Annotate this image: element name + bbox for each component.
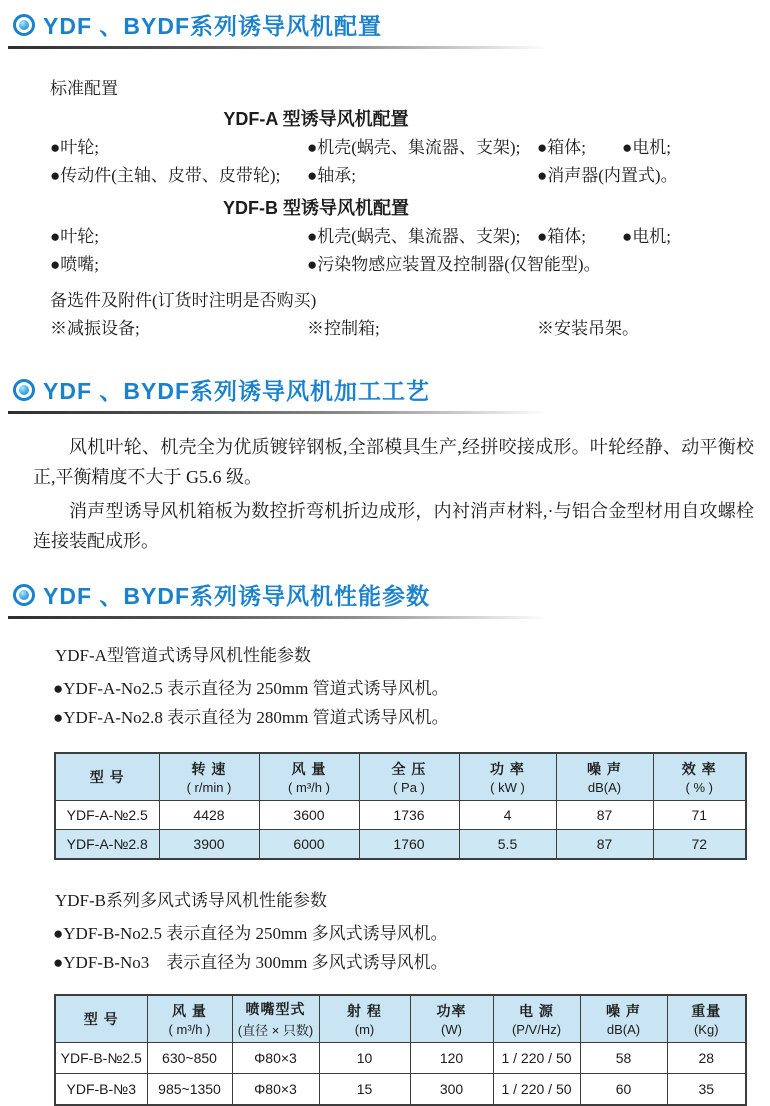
config-item: ●轴承; bbox=[307, 166, 356, 185]
config-item: ●消声器(内置式)。 bbox=[537, 166, 678, 185]
header-line1: 型 号 bbox=[83, 1011, 119, 1027]
header-line1: 电 源 bbox=[519, 1003, 554, 1019]
note-item: ●YDF-A-No2.8 表示直径为 280mm 管道式诱导风机。 bbox=[53, 708, 449, 727]
header-line1: 噪 声 bbox=[587, 761, 622, 777]
note-item: ●YDF-B-No3 表示直径为 300mm 多风式诱导风机。 bbox=[53, 953, 448, 972]
cell-power: 120 bbox=[410, 1043, 493, 1074]
optional-parts-label: 备选件及附件(订货时注明是否购买) bbox=[50, 291, 317, 310]
header-cell-noise bbox=[580, 995, 667, 1043]
note-item: ●YDF-A-No2.5 表示直径为 250mm 管道式诱导风机。 bbox=[53, 679, 449, 698]
header-line2: (m) bbox=[354, 1022, 375, 1037]
series-b-notes bbox=[0, 919, 770, 977]
cell-supply: 1 / 220 / 50 bbox=[493, 1074, 580, 1106]
bullseye-icon bbox=[13, 584, 35, 606]
header-line2: (直径 × 只数) bbox=[237, 1023, 314, 1038]
bullseye-icon-dot bbox=[19, 20, 29, 30]
note-item: ●YDF-B-No2.5 表示直径为 250mm 多风式诱导风机。 bbox=[53, 924, 448, 943]
config-row bbox=[50, 134, 770, 162]
cell-efficiency: 71 bbox=[653, 801, 746, 830]
process-paragraph-1: 风机叶轮、机壳全为优质镀锌钢板,全部模具生产,经拼咬接成形。叶轮经静、动平衡校正,平衡精度不大于 G5.6 级。 bbox=[33, 437, 754, 487]
cell-power: 4 bbox=[459, 801, 556, 830]
header-line1: 功 率 bbox=[490, 761, 525, 777]
config-item: ●叶轮; bbox=[50, 138, 99, 157]
header-line1: 全 压 bbox=[391, 761, 427, 777]
cell-power: 300 bbox=[410, 1074, 493, 1106]
header-line2: ( Pa ) bbox=[393, 780, 425, 795]
cell-noise: 58 bbox=[580, 1043, 667, 1074]
header-line1: 重量 bbox=[691, 1003, 722, 1019]
cell-model: YDF-A-№2.8 bbox=[55, 830, 159, 860]
header-line2: (W) bbox=[441, 1022, 462, 1037]
title-underline bbox=[8, 46, 608, 49]
optional-item: ※控制箱; bbox=[307, 319, 380, 338]
header-cell-pressure bbox=[359, 753, 459, 801]
series-a-notes bbox=[0, 674, 770, 732]
process-paragraph-2: 消声型诱导风机箱板为数控折弯机折边成形，内衬消声材料,·与铝合金型材用自攻螺栓连接装配成形。 bbox=[33, 501, 754, 551]
table-row bbox=[55, 1074, 746, 1106]
table-header-row bbox=[55, 995, 746, 1043]
section-title-text: YDF 、BYDF系列诱导风机性能参数 bbox=[43, 583, 430, 609]
cell-noise: 87 bbox=[556, 830, 653, 860]
cell-range: 15 bbox=[319, 1074, 410, 1106]
header-line2: (P/V/Hz) bbox=[511, 1022, 562, 1037]
config-item: ●电机; bbox=[622, 227, 671, 246]
table-header-row bbox=[55, 753, 746, 801]
cell-weight: 28 bbox=[667, 1043, 746, 1074]
header-cell-weight bbox=[667, 995, 746, 1043]
header-cell-airflow bbox=[259, 753, 359, 801]
header-line2: ( m³/h ) bbox=[288, 780, 330, 795]
cell-pressure: 1760 bbox=[359, 830, 459, 860]
config-item: ●电机; bbox=[622, 138, 671, 157]
config-heading-a: YDF-A 型诱导风机配置 bbox=[223, 109, 409, 129]
header-cell-airflow bbox=[147, 995, 232, 1043]
series-a-label: YDF-A型管道式诱导风机性能参数 bbox=[55, 646, 311, 665]
cell-nozzle: Φ80×3 bbox=[232, 1043, 319, 1074]
cell-airflow: 630~850 bbox=[147, 1043, 232, 1074]
table-row bbox=[55, 1043, 746, 1074]
header-line1: 风 量 bbox=[291, 761, 327, 777]
cell-noise: 60 bbox=[580, 1074, 667, 1106]
optional-items-row bbox=[50, 315, 770, 343]
cell-model: YDF-A-№2.5 bbox=[55, 801, 159, 830]
header-cell-speed bbox=[159, 753, 259, 801]
header-line2: ( m³/h ) bbox=[168, 1022, 211, 1037]
config-item: ●机壳(蜗壳、集流器、支架); bbox=[307, 227, 521, 246]
performance-table-b bbox=[54, 994, 747, 1106]
bullseye-icon bbox=[13, 14, 35, 36]
title-underline bbox=[8, 411, 608, 414]
header-cell-supply bbox=[493, 995, 580, 1043]
header-line1: 噪 声 bbox=[606, 1003, 641, 1019]
config-row bbox=[50, 223, 770, 251]
cell-speed: 3900 bbox=[159, 830, 259, 860]
cell-noise: 87 bbox=[556, 801, 653, 830]
section-config-title bbox=[13, 8, 770, 41]
config-item: ●箱体; bbox=[537, 227, 586, 246]
optional-item: ※安装吊架。 bbox=[537, 319, 639, 338]
header-cell-power bbox=[459, 753, 556, 801]
config-row bbox=[50, 162, 770, 190]
section-process bbox=[0, 373, 770, 556]
header-line1: 喷嘴型式 bbox=[245, 1001, 306, 1017]
cell-weight: 35 bbox=[667, 1074, 746, 1106]
header-cell-efficiency bbox=[653, 753, 746, 801]
section-title-text: YDF 、BYDF系列诱导风机加工工艺 bbox=[43, 378, 430, 404]
cell-airflow: 6000 bbox=[259, 830, 359, 860]
config-item: ●污染物感应装置及控制器(仅智能型)。 bbox=[307, 255, 601, 274]
config-item: ●传动件(主轴、皮带、皮带轮); bbox=[50, 166, 281, 185]
header-line1: 功率 bbox=[436, 1003, 467, 1019]
header-line1: 转 速 bbox=[191, 761, 227, 777]
section-performance bbox=[0, 578, 770, 1106]
bullseye-icon-dot bbox=[19, 385, 29, 395]
header-line2: ( % ) bbox=[685, 780, 713, 795]
header-cell-model bbox=[55, 995, 147, 1043]
header-cell-noise bbox=[556, 753, 653, 801]
cell-efficiency: 72 bbox=[653, 830, 746, 860]
bullseye-icon-dot bbox=[19, 590, 29, 600]
header-cell-nozzle bbox=[232, 995, 319, 1043]
standard-config-label: 标准配置 bbox=[50, 79, 118, 98]
header-line2: ( kW ) bbox=[490, 780, 525, 795]
config-row bbox=[50, 251, 770, 279]
section-title-text: YDF 、BYDF系列诱导风机配置 bbox=[43, 13, 382, 39]
config-heading-b: YDF-B 型诱导风机配置 bbox=[223, 198, 409, 218]
bullseye-icon bbox=[13, 379, 35, 401]
config-item: ●机壳(蜗壳、集流器、支架); bbox=[307, 138, 521, 157]
header-line1: 效 率 bbox=[681, 761, 717, 777]
optional-item: ※减振设备; bbox=[50, 319, 140, 338]
header-line1: 风 量 bbox=[172, 1003, 207, 1019]
header-line1: 型 号 bbox=[89, 769, 125, 785]
cell-power: 5.5 bbox=[459, 830, 556, 860]
cell-model: YDF-B-№3 bbox=[55, 1074, 147, 1106]
cell-speed: 4428 bbox=[159, 801, 259, 830]
section-process-title bbox=[13, 373, 770, 406]
header-line2: dB(A) bbox=[587, 780, 622, 795]
section-performance-title bbox=[13, 578, 770, 611]
cell-nozzle: Φ80×3 bbox=[232, 1074, 319, 1106]
cell-airflow: 985~1350 bbox=[147, 1074, 232, 1106]
cell-pressure: 1736 bbox=[359, 801, 459, 830]
series-b-label: YDF-B系列多风式诱导风机性能参数 bbox=[55, 891, 328, 910]
header-cell-power bbox=[410, 995, 493, 1043]
cell-model: YDF-B-№2.5 bbox=[55, 1043, 147, 1074]
table-row bbox=[55, 830, 746, 860]
header-cell-model bbox=[55, 753, 159, 801]
header-cell-range bbox=[319, 995, 410, 1043]
config-item: ●叶轮; bbox=[50, 227, 99, 246]
performance-table-a bbox=[54, 752, 747, 860]
title-underline bbox=[8, 616, 608, 619]
cell-airflow: 3600 bbox=[259, 801, 359, 830]
header-line1: 射 程 bbox=[347, 1003, 382, 1019]
config-item: ●喷嘴; bbox=[50, 255, 99, 274]
config-item: ●箱体; bbox=[537, 138, 586, 157]
section-config bbox=[0, 0, 770, 343]
header-line2: (Kg) bbox=[693, 1022, 719, 1037]
cell-supply: 1 / 220 / 50 bbox=[493, 1043, 580, 1074]
header-line2: ( r/min ) bbox=[186, 780, 232, 795]
table-row bbox=[55, 801, 746, 830]
cell-range: 10 bbox=[319, 1043, 410, 1074]
header-line2: dB(A) bbox=[606, 1022, 641, 1037]
